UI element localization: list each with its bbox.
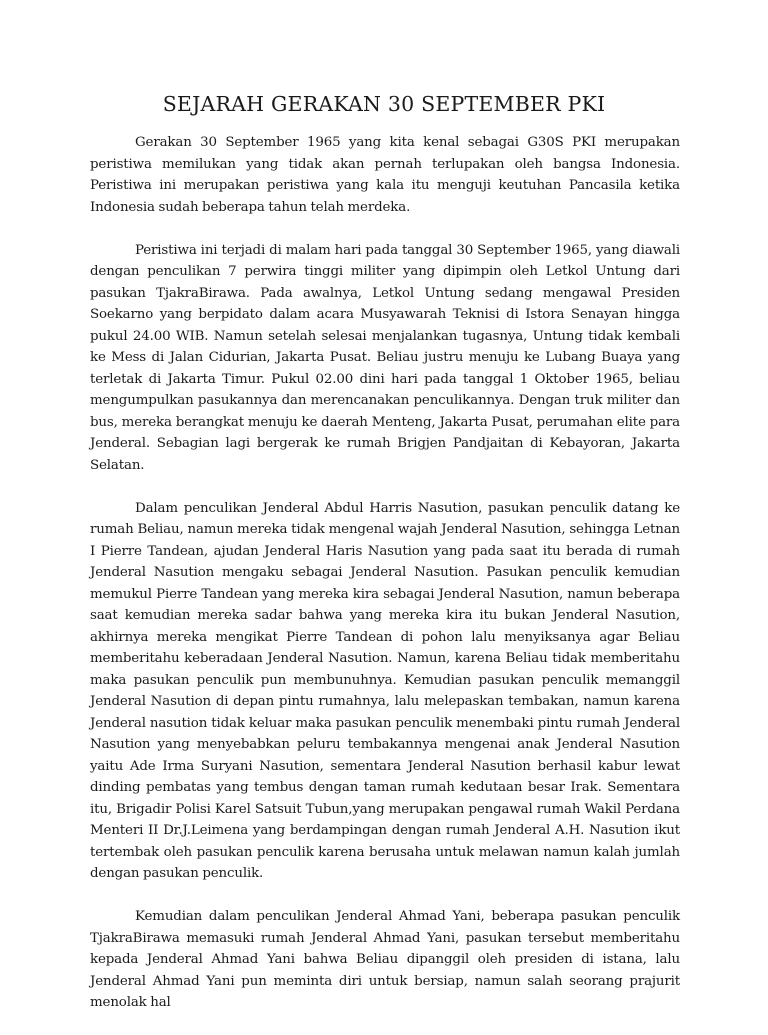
paragraph-2: Peristiwa ini terjadi di malam hari pada tanggal 30 September 1965, yang diawali dengan penculikan 7 perwira tinggi militer yang dipimpin oleh Letkol Untung dari pasukan TjakraBirawa. Pada awalnya, Letkol Untung sedang mengawal Presiden Soekarno yang berpidato dalam acara Musyawarah Teknisi di Istora Senayan hingga pukul 24.00 WIB. Namun setelah selesai menjalankan tugasnya, Untung tidak kembali ke Mess di Jalan Cidurian, Jakarta Pusat. Beliau justru menuju ke Lubang Buaya yang terletak di Jakarta Timur. Pukul 02.00 dini hari pada tanggal 1 Oktober 1965, beliau mengumpulkan pasukannya dan merencanakan penculikannya. Dengan truk militer dan bus, mereka berangkat menuju ke daerah Menteng, Jakarta Pusat, perumahan elite para Jenderal. Sebagian lagi bergerak ke rumah Brigjen Pandjaitan di Kebayoran, Jakarta Selatan. <box>90 242 680 473</box>
paragraph-4: Kemudian dalam penculikan Jenderal Ahmad Yani, beberapa pasukan penculik TjakraBirawa memasuki rumah Jenderal Ahmad Yani, pasukan tersebut memberitahu kepada Jenderal Ahmad Yani bahwa Beliau dipanggil oleh presiden di istana, lalu Jenderal Ahmad Yani pun meminta diri untuk bersiap, namun salah seorang prajurit menolak hal <box>90 909 680 1010</box>
document-title: SEJARAH GERAKAN 30 SEPTEMBER PKI <box>162 92 606 116</box>
paragraph-3: Dalam penculikan Jenderal Abdul Harris Nasution, pasukan penculik datang ke rumah Beliau, namun mereka tidak mengenal wajah Jenderal Nasution, sehingga Letnan I Pierre Tandean, ajudan Jenderal Haris Nasution yang pada saat itu berada di rumah Jenderal Nasution mengaku sebagai Jenderal Nasution. Pasukan penculik kemudian memukul Pierre Tandean yang mereka kira sebagai Jenderal Nasution, namun beberapa saat kemudian mereka sadar bahwa yang mereka kira itu bukan Jenderal Nasution, akhirnya mereka mengikat Pierre Tandean di pohon lalu menyiksanya agar Beliau memberitahu keberadaan Jenderal Nasution. Namun, karena Beliau tidak memberitahu maka pasukan penculik pun membunuhnya. Kemudian pasukan penculik memanggil Jenderal Nasution di depan pintu rumahnya, lalu melepaskan tembakan, namun karena Jenderal nasution tidak keluar maka pasukan penculik menembaki pintu rumah Jenderal Nasution yang menyebabkan peluru tembakannya mengenai anak Jenderal Nasution yaitu Ade Irma Suryani Nasution, sementara Jenderal Nasution berhasil kabur lewat dinding pembatas yang tembus dengan taman rumah kedutaan besar Irak. Sementara itu, Brigadir Polisi Karel Satsuit Tubun,yang merupakan pengawal rumah Wakil Perdana Menteri II Dr.J.Leimena yang berdampingan dengan rumah Jenderal A.H. Nasution ikut tertembak oleh pasukan penculik karena berusaha untuk melawan namun kalah jumlah dengan pasukan penculik. <box>90 500 680 881</box>
document-body <box>90 132 680 1035</box>
paragraph-1: Gerakan 30 September 1965 yang kita kenal sebagai G30S PKI merupakan peristiwa memilukan yang tidak akan pernah terlupakan oleh bangsa Indonesia. Peristiwa ini merupakan peristiwa yang kala itu menguji keutuhan Pancasila ketika Indonesia sudah beberapa tahun telah merdeka. <box>90 135 680 215</box>
